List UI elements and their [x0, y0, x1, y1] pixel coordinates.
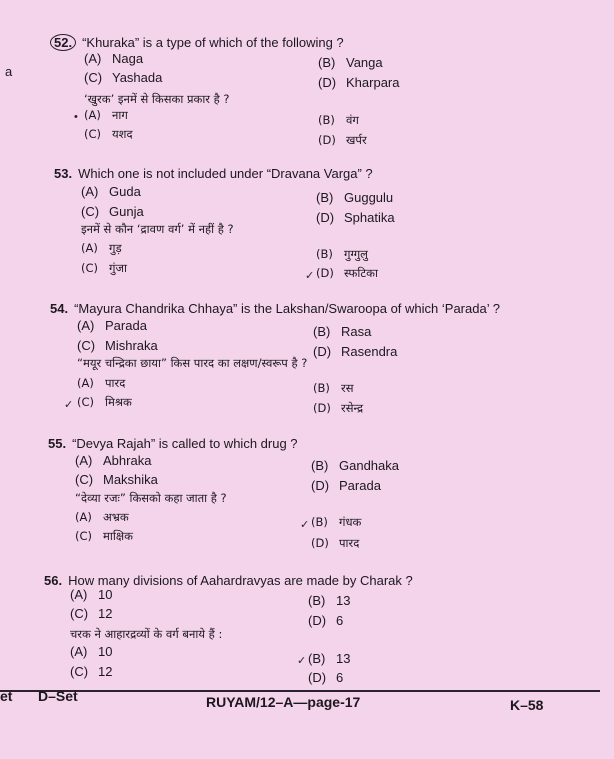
option-text: स्फटिका [344, 266, 378, 280]
option-text: 12 [98, 664, 113, 679]
option-text: Guggulu [344, 190, 394, 205]
option-text: Yashada [112, 70, 163, 85]
option-text: रसेन्द्र [341, 401, 364, 415]
option-label: (C) [70, 606, 89, 621]
option-text: 6 [336, 670, 344, 685]
option-text: 13 [336, 593, 351, 608]
option-label: (A) [75, 453, 93, 468]
option-label: (A) [70, 644, 88, 659]
question-number: 52. [50, 34, 76, 51]
option-label: (B) [313, 324, 331, 339]
option-text: Sphatika [344, 210, 395, 225]
option-label: (A) [84, 108, 101, 122]
option-d-hindi [318, 133, 367, 148]
option-label: (D) [308, 670, 327, 685]
question-stem: “Khuraka” is a type of which of the following ? [82, 35, 344, 50]
option-b [313, 324, 371, 339]
option-c-hindi [75, 529, 133, 544]
option-text: Naga [112, 51, 144, 66]
question-number: 56. [44, 573, 63, 588]
option-text: मिश्रक [105, 395, 132, 409]
option-text: Vanga [346, 55, 383, 70]
option-label: (D) [318, 133, 336, 147]
option-b [311, 458, 399, 473]
option-label: (D) [318, 75, 337, 90]
option-label: (C) [84, 70, 103, 85]
option-text: Gunja [109, 204, 144, 219]
option-b-hindi [318, 113, 359, 128]
option-a [81, 184, 141, 199]
option-c-hindi [70, 664, 112, 679]
tick-mark-icon: • [74, 111, 78, 123]
option-text: 13 [336, 651, 351, 666]
option-d-hindi [308, 670, 343, 685]
option-label: (D) [316, 266, 334, 280]
option-d-hindi [313, 401, 363, 416]
option-text: गंधक [339, 515, 362, 529]
option-c [81, 204, 144, 219]
option-label: (C) [70, 664, 89, 679]
margin-letter: a [5, 64, 13, 79]
option-text: नाग [112, 108, 128, 122]
question-stem: How many divisions of Aahardravyas are made by Charak ? [68, 573, 413, 588]
option-b [316, 190, 393, 205]
question-text [44, 573, 413, 588]
option-d [313, 344, 397, 359]
option-text: Gandhaka [339, 458, 399, 473]
option-a-hindi [81, 241, 122, 256]
option-label: (D) [311, 536, 329, 550]
option-text: Rasendra [341, 344, 398, 359]
option-c [70, 606, 112, 621]
option-a-hindi [84, 108, 128, 123]
question-stem: “Devya Rajah” is called to which drug ? [72, 436, 298, 451]
option-text: पारद [105, 376, 126, 390]
option-text: माक्षिक [103, 529, 133, 543]
option-label: (C) [84, 127, 102, 141]
option-text: गुंजा [109, 261, 127, 275]
option-label: (A) [81, 184, 99, 199]
option-d [308, 613, 343, 628]
option-b-hindi [308, 651, 350, 666]
question-text [48, 436, 298, 451]
option-label: (C) [77, 338, 96, 353]
option-label: (D) [311, 478, 330, 493]
option-label: (A) [77, 376, 94, 390]
option-b-hindi [313, 381, 353, 396]
option-label: (A) [84, 51, 102, 66]
option-text: वंग [346, 113, 359, 127]
option-text: Abhraka [103, 453, 152, 468]
option-a [77, 318, 147, 333]
option-text: Makshika [103, 472, 158, 487]
option-c-hindi [84, 127, 133, 142]
option-b [318, 55, 383, 70]
option-label: (B) [316, 190, 334, 205]
option-text: Parada [339, 478, 381, 493]
option-label: (B) [318, 113, 335, 127]
question-number: 54. [50, 301, 69, 316]
question-text-hindi: चरक ने आहारद्रव्यों के वर्ग बनाये हैं : [70, 627, 223, 641]
question-text-hindi: ‘खुरक’ इनमें से किसका प्रकार है ? [84, 92, 230, 106]
option-d-hindi [316, 266, 378, 281]
option-d [318, 75, 399, 90]
option-c [77, 338, 158, 353]
option-d [316, 210, 395, 225]
option-label: (C) [81, 204, 100, 219]
option-text: खर्पर [346, 133, 367, 147]
option-label: (D) [313, 344, 332, 359]
option-b [308, 593, 350, 608]
option-a [70, 587, 112, 602]
option-c-hindi [81, 261, 127, 276]
option-c [84, 70, 162, 85]
option-a [75, 453, 151, 468]
option-a-hindi [75, 510, 129, 525]
option-text: 10 [98, 587, 113, 602]
option-label: (B) [318, 55, 336, 70]
option-text: 10 [98, 644, 113, 659]
option-label: (A) [75, 510, 92, 524]
tick-mark-icon: ✓ [64, 399, 74, 411]
option-a-hindi [77, 376, 125, 391]
question-number: 55. [48, 436, 67, 451]
option-d [311, 478, 381, 493]
option-text: पारद [339, 536, 360, 550]
option-label: (C) [77, 395, 95, 409]
footer-set: D–Set [38, 688, 78, 704]
option-label: (A) [81, 241, 98, 255]
tick-mark-icon: ✓ [305, 270, 315, 282]
footer-rule [0, 690, 600, 692]
question-text [50, 34, 344, 51]
option-label: (C) [75, 472, 94, 487]
option-label: (B) [316, 247, 333, 261]
question-stem: Which one is not included under “Dravana Varga” ? [78, 166, 373, 181]
option-text: अभ्रक [103, 510, 129, 524]
option-text: Guda [109, 184, 141, 199]
option-a [84, 51, 143, 66]
option-text: गुग्गुलु [344, 247, 368, 261]
question-text [54, 166, 373, 181]
option-label: (B) [311, 515, 328, 529]
option-text: यशद [112, 127, 133, 141]
option-b-hindi [316, 247, 368, 262]
option-text: 12 [98, 606, 113, 621]
option-text: रस [341, 381, 354, 395]
option-label: (A) [77, 318, 95, 333]
footer-fragment: et [0, 688, 13, 704]
option-b-hindi [311, 515, 361, 530]
option-d-hindi [311, 536, 359, 551]
question-text-hindi: इनमें से कौन ‘द्रावण वर्ग’ में नहीं है ? [81, 222, 234, 236]
option-text: Parada [105, 318, 147, 333]
option-c [75, 472, 158, 487]
option-text: गुड़ [109, 241, 122, 255]
option-label: (B) [308, 593, 326, 608]
option-label: (C) [75, 529, 93, 543]
option-label: (D) [313, 401, 331, 415]
option-label: (B) [311, 458, 329, 473]
option-text: Kharpara [346, 75, 400, 90]
option-label: (B) [313, 381, 330, 395]
option-text: 6 [336, 613, 344, 628]
option-label: (D) [316, 210, 335, 225]
question-text-hindi: “मयूर चन्द्रिका छाया” किस पारद का लक्षण/स्वरूप है ? [77, 356, 308, 370]
option-label: (A) [70, 587, 88, 602]
option-a-hindi [70, 644, 112, 659]
option-text: Rasa [341, 324, 372, 339]
question-number: 53. [54, 166, 73, 181]
footer-code: RUYAM/12–A—page-17 [206, 694, 361, 710]
question-text-hindi: “देव्या रजः” किसको कहा जाता है ? [75, 491, 227, 505]
tick-mark-icon: ✓ [297, 655, 307, 667]
option-label: (B) [308, 651, 326, 666]
tick-mark-icon: ✓ [300, 519, 310, 531]
question-text [50, 301, 500, 316]
footer-page-id: K–58 [510, 697, 544, 713]
option-label: (C) [81, 261, 99, 275]
option-label: (D) [308, 613, 327, 628]
question-stem: “Mayura Chandrika Chhaya” is the Lakshan/Swaroopa of which ‘Parada’ ? [74, 301, 500, 316]
option-text: Mishraka [105, 338, 158, 353]
option-c-hindi [77, 395, 132, 410]
